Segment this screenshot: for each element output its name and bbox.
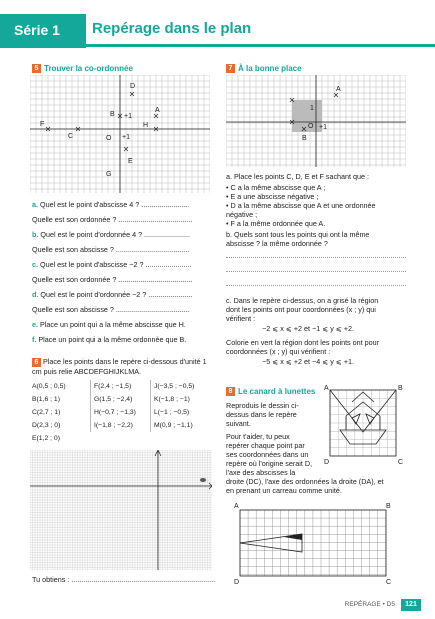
ex8-number: 8 (226, 387, 235, 396)
ex7-inequality-2: −5 ⩽ x ⩽ +2 et −4 ⩽ y ⩽ +1. (262, 357, 355, 366)
answer-line (226, 257, 406, 258)
ex8-text: Reproduis le dessin ci- (226, 401, 299, 410)
answer-line (226, 285, 406, 286)
ex7-question-a: a. Place les points C, D, E et F sachant que : (226, 172, 370, 181)
ex6-points-col3 (150, 380, 194, 432)
ex8-text: en prenant un carreau comme unité. (226, 486, 342, 495)
ex7-question-c2: dont les points ont pour coordonnées (x ; y) qui (226, 305, 376, 314)
ex6-point: F(2,4 ; −1,5) (94, 383, 132, 390)
ex7-bullet: • F a la même ordonnée que A. (226, 219, 326, 228)
ex8-text: repère où l'origine serait D, (226, 459, 313, 468)
ex8-corner-label: C (386, 579, 392, 584)
serie-tab: Série 1 (0, 14, 86, 48)
ex8-text: l'axe des abscisses la (226, 468, 296, 477)
ex8-corner-label: C (398, 459, 404, 466)
ex6-point: H(−0,7 ; −1,3) (94, 409, 136, 416)
ex8-text: ses coordonnées dans un (226, 450, 309, 459)
page-header (0, 0, 435, 48)
ex5-question-a2: Quelle est son ordonnée ? ..................................... (32, 215, 193, 224)
ex6-point: D(2,3 ; 0) (32, 422, 61, 429)
ex8-duck-model (322, 382, 406, 466)
ex5-point-label: G (106, 171, 112, 178)
ex8-corner-label: B (398, 385, 403, 392)
ex7-title-text: À la bonne place (238, 64, 302, 73)
ex8-corner-label: A (234, 503, 239, 510)
ex7-number: 7 (226, 64, 235, 73)
ex6-point: K(−1,8 ; −1) (154, 396, 190, 403)
ex5-point-label: O (106, 135, 112, 142)
ex5-point-label: B (110, 111, 115, 118)
ex6-point: M(0,9 ; −1,1) (154, 422, 193, 429)
ex6-instructions (32, 357, 212, 376)
ex6-point: C(2,7 ; 1) (32, 409, 61, 416)
ex6-point: L(−1 ; −0,5) (154, 409, 190, 416)
ex6-points-col1 (32, 380, 66, 445)
ex5-grid (30, 75, 210, 193)
answer-line (226, 271, 406, 272)
ex8-corner-label: D (324, 459, 330, 466)
ex8-title (226, 387, 315, 396)
ex8-text: droite (DC), l'axe des ordonnées la droite (DA), et (226, 477, 384, 486)
ex6-point: I(−1,8 ; −2,2) (94, 422, 133, 429)
ex5-title (32, 64, 133, 73)
ex5-title-text: Trouver la co-ordonnée (44, 64, 133, 73)
ex5-point-label: D (130, 83, 136, 90)
ex8-corner-label: B (386, 503, 391, 510)
ex7-point-label: O (308, 123, 314, 130)
ex5-question-b2: Quelle est son abscisse ? ..................................... (32, 245, 190, 254)
ex5-point-label: F (40, 121, 45, 128)
page-number: 121 (401, 599, 421, 611)
ex7-question-c: c. Dans le repère ci-dessus, on a grisé la région (226, 296, 379, 305)
ex8-corner-label: A (324, 385, 329, 392)
ex6-graph-paper (30, 450, 212, 570)
ex5-question-e: e. Place un point qui a la même abscisse que H. (32, 320, 186, 329)
ex5-question-d2: Quelle est son abscisse ? ..................................... (32, 305, 190, 314)
ex5-point-label: E (128, 158, 133, 165)
ex7-point-label: B (302, 135, 307, 142)
ex5-point-label: +1 (124, 113, 132, 120)
ex7-bullet: • D a la même abscisse que A et une ordonnée (226, 201, 376, 210)
ex8-corner-label: D (234, 579, 240, 584)
ex7-question-c3: vérifient : (226, 314, 256, 323)
ex5-number: 5 (32, 64, 41, 73)
ex7-grid (226, 75, 406, 167)
ex5-point-label: C (68, 133, 74, 140)
ex8-reproduction-grid (232, 500, 396, 584)
ex8-title-text: Le canard à lunettes (238, 387, 316, 396)
ex7-bullet: • E a une abscisse négative ; (226, 192, 319, 201)
ex6-point: E(1,2 ; 0) (32, 435, 60, 442)
ex7-question-c4: Colorie en vert la région dont les points ont pour (226, 338, 380, 347)
header-rule (86, 44, 435, 47)
ex8-text: dessus dans le repère (226, 410, 297, 419)
ex6-point: A(0,5 ; 0,5) (32, 383, 66, 390)
ex6-point: G(1,5 ; −2,4) (94, 396, 133, 403)
ex7-point-label: +1 (319, 124, 327, 131)
ex6-text: Place les points dans le repère ci-dessous d'unité 1 cm puis relie ABCDEFGHIJKLMA. (32, 357, 207, 376)
ex5-point-label: A (155, 107, 160, 114)
ex5-question-c: c. Quel est le point d'abscisse −2 ? ....................... (32, 260, 192, 269)
ex7-title (226, 64, 302, 73)
ex7-inequality-1: −2 ⩽ x ⩽ +2 et −1 ⩽ y ⩽ +2. (262, 324, 355, 333)
ex7-question-b2: abscisse ? la même ordonnée ? (226, 239, 328, 248)
ex6-point: J(−3,5 ; −0,5) (154, 383, 195, 390)
ex8-text: repérer chaque point par (226, 441, 305, 450)
ex8-text: Pour t'aider, tu peux (226, 432, 290, 441)
ex6-number: 6 (32, 358, 41, 367)
footer-label: REPÉRAGE • D5 (344, 601, 395, 608)
ex7-point-label: A (336, 86, 341, 93)
ex7-point-label: 1 (310, 105, 314, 112)
ex8-text: suivant. (226, 419, 251, 428)
ex5-point-label: H (143, 122, 149, 129)
ex5-question-f: f. Place un point qui a la même ordonnée que B. (32, 335, 187, 344)
ex7-question-b: b. Quels sont tous les points qui ont la même (226, 230, 370, 239)
ex7-bullet: négative ; (226, 210, 258, 219)
ex6-result-line: Tu obtiens : ........................................................................ (32, 575, 216, 584)
page-title: Repérage dans le plan (92, 20, 252, 37)
ex5-question-d: d. Quel est le point d'ordonnée −2 ? ...................... (32, 290, 193, 299)
ex5-question-b: b. Quel est le point d'ordonnée 4 ? ....................... (32, 230, 190, 239)
ex6-point: B(1,6 ; 1) (32, 396, 60, 403)
ex7-question-c5: coordonnées (x ; y) qui vérifient : (226, 347, 331, 356)
ex5-point-label: +1 (122, 134, 130, 141)
ex6-points-col2 (90, 380, 136, 432)
ex5-question-a: a. Quel est le point d'abscisse 4 ? ........................ (32, 200, 190, 209)
ex5-question-c2: Quelle est son ordonnée ? ..................................... (32, 275, 193, 284)
ex7-bullet: • C a la même abscisse que A ; (226, 183, 326, 192)
